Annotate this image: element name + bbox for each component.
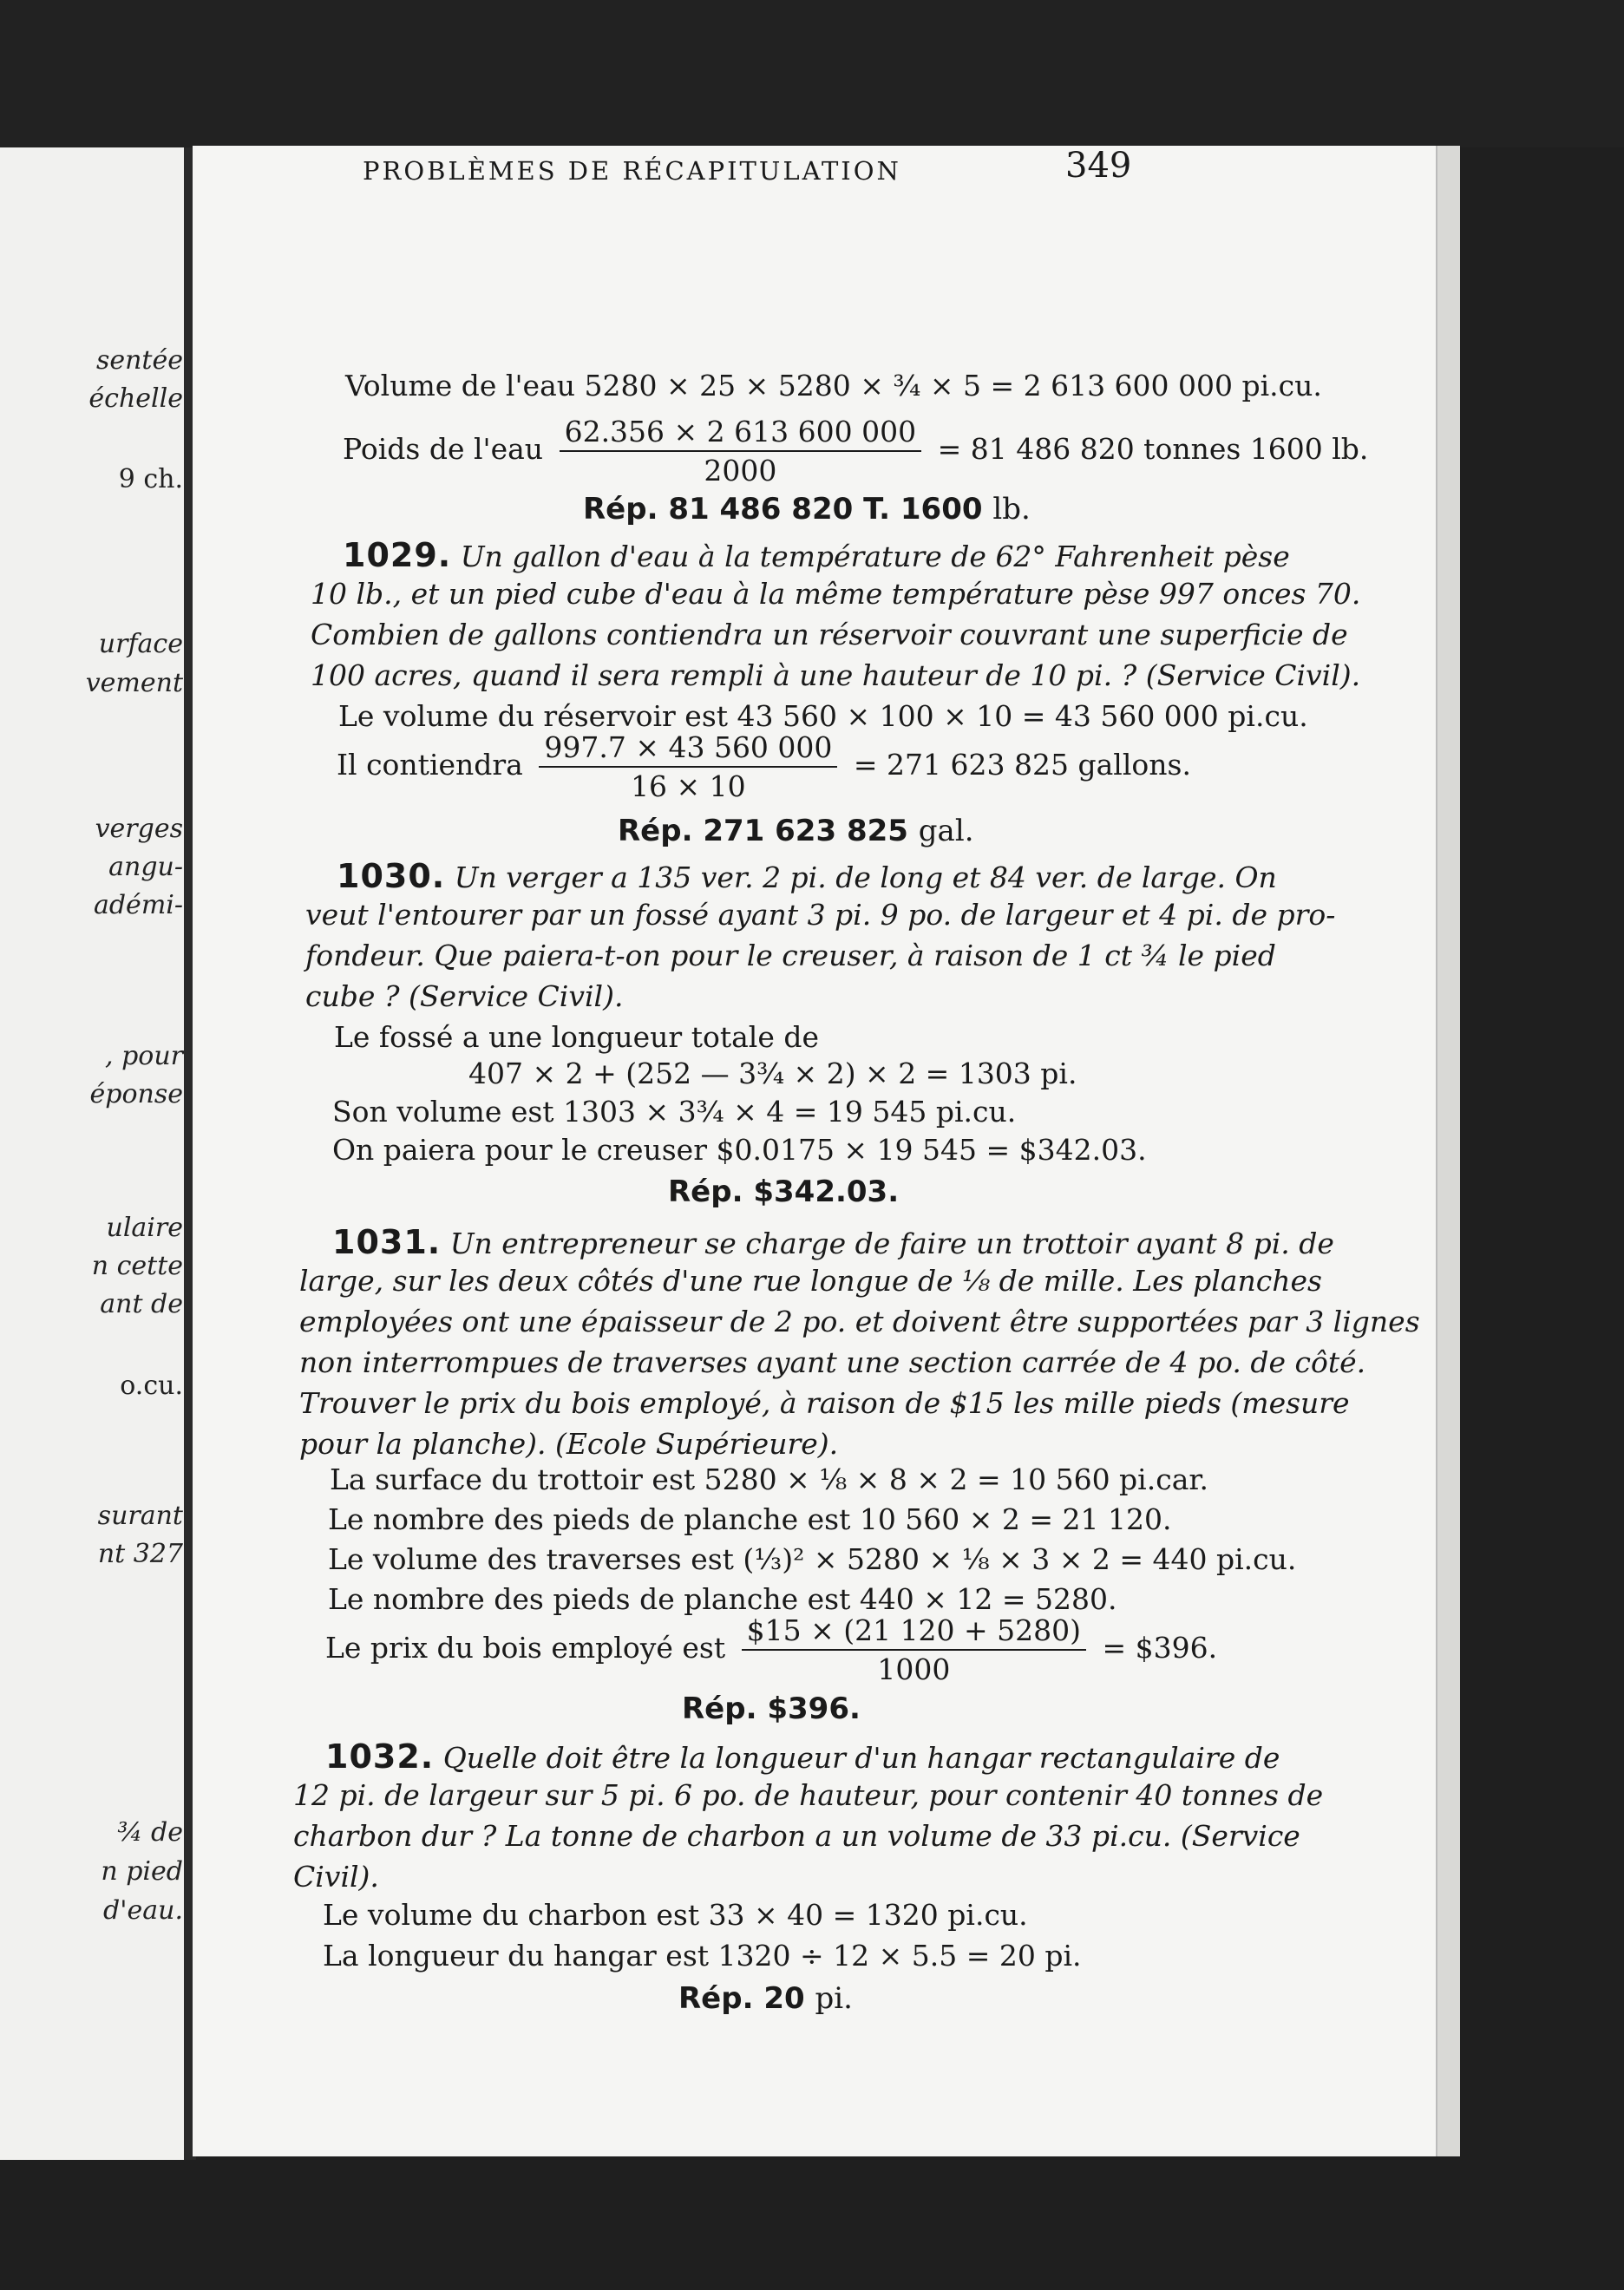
problem-1030-line-2: veut l'entourer par un fossé ayant 3 pi. 9 po. de largeur et 4 pi. de pro- xyxy=(305,898,1336,932)
answer-label: Rép. xyxy=(668,1174,743,1209)
left-fragment: 9 ch. xyxy=(118,464,183,494)
page-number: 349 xyxy=(1065,146,1132,186)
left-fragment: sentée xyxy=(95,345,183,376)
solution-1031-line-5 xyxy=(325,1613,1217,1686)
solution-1030-line-3: Son volume est 1303 × 3¾ × 4 = 19 545 pi.cu. xyxy=(332,1095,1017,1129)
solution-1031-line-3: Le volume des traverses est (⅓)² × 5280 × ⅛ × 3 × 2 = 440 pi.cu. xyxy=(328,1542,1297,1576)
problem-1030-line-4: cube ? (Service Civil). xyxy=(305,979,624,1013)
left-fragment: ulaire xyxy=(106,1213,183,1243)
scan-background-top xyxy=(0,0,1624,147)
left-fragment: éponse xyxy=(89,1079,183,1109)
fraction-denominator: 1000 xyxy=(877,1652,951,1686)
problem-number: 1032. xyxy=(325,1737,435,1776)
fraction-numerator: $15 × (21 120 + 5280) xyxy=(742,1613,1086,1651)
fraction-denominator: 16 × 10 xyxy=(631,769,746,803)
problem-1029-line-4: 100 acres, quand il sera rempli à une hauteur de 10 pi. ? (Service Civil). xyxy=(311,658,1361,692)
answer-suffix: lb. xyxy=(992,492,1031,527)
problem-1031-line-6: pour la planche). (Ecole Supérieure). xyxy=(299,1427,839,1461)
left-page-fragment xyxy=(0,147,187,2160)
answer-suffix: pi. xyxy=(815,1981,853,2016)
problem-1032-line-3: charbon dur ? La tonne de charbon a un volume de 33 pi.cu. (Service xyxy=(293,1819,1300,1853)
answer-label: Rép. xyxy=(682,1691,757,1726)
question-text: Un verger a 135 ver. 2 pi. de long et 84 ver. de large. On xyxy=(454,860,1277,894)
running-header xyxy=(363,146,1438,186)
problem-1029-line-3: Combien de gallons contiendra un réservoir couvrant une superficie de xyxy=(311,618,1348,651)
problem-1031-line-4: non interrompues de traverses ayant une section carrée de 4 po. de côté. xyxy=(299,1345,1366,1379)
left-fragment: n pied xyxy=(101,1856,183,1887)
answer-label: Rép. xyxy=(678,1981,754,2016)
left-fragment: nt 327 xyxy=(97,1539,183,1569)
problem-number: 1030. xyxy=(337,857,446,895)
solution-label: Le prix du bois employé est xyxy=(325,1631,726,1665)
answer-suffix: gal. xyxy=(918,814,974,848)
answer-value: 20 xyxy=(763,1981,805,2016)
left-fragment: d'eau. xyxy=(103,1895,183,1926)
solution-1032-line-2: La longueur du hangar est 1320 ÷ 12 × 5.5 = 20 pi. xyxy=(323,1939,1082,1973)
problem-1032-line-1 xyxy=(325,1737,1280,1776)
problem-1029-line-2: 10 lb., et un pied cube d'eau à la même température pèse 997 onces 70. xyxy=(311,577,1361,611)
problem-1030-line-3: fondeur. Que paiera-t-on pour le creuser, à raison de 1 ct ¾ le pied xyxy=(305,939,1276,972)
poids-denominator: 2000 xyxy=(704,454,777,487)
poids-fraction xyxy=(560,415,922,487)
problem-1031-line-3: employées ont une épaisseur de 2 po. et doivent être supportées par 3 lignes xyxy=(299,1305,1420,1338)
solution-1031-line-4: Le nombre des pieds de planche est 440 × 12 = 5280. xyxy=(328,1582,1117,1616)
left-fragment: n cette xyxy=(91,1251,183,1281)
left-fragment: o.cu. xyxy=(120,1371,183,1401)
solution-fraction xyxy=(539,730,837,803)
problem-1032-line-2: 12 pi. de largeur sur 5 pi. 6 po. de hauteur, pour contenir 40 tonnes de xyxy=(293,1778,1324,1812)
answer-1031 xyxy=(682,1691,861,1726)
answer-1030 xyxy=(668,1174,899,1209)
problem-1031-line-5: Trouver le prix du bois employé, à raison de $15 les mille pieds (mesure xyxy=(299,1386,1350,1420)
left-fragment: surant xyxy=(97,1501,183,1531)
solution-result: = 271 623 825 gallons. xyxy=(853,748,1191,782)
question-text: Quelle doit être la longueur d'un hangar rectangulaire de xyxy=(442,1741,1280,1775)
answer-1032 xyxy=(678,1981,853,2016)
solution-1030-line-2: 407 × 2 + (252 — 3¾ × 2) × 2 = 1303 pi. xyxy=(468,1057,1077,1090)
solution-label: Il contiendra xyxy=(337,748,523,782)
solution-result: = $396. xyxy=(1102,1631,1218,1665)
answer-top xyxy=(583,492,1031,527)
problem-1032-line-4: Civil). xyxy=(293,1860,379,1894)
left-fragment: , pour xyxy=(105,1041,183,1071)
left-fragment: adémi- xyxy=(93,890,183,920)
problem-number: 1031. xyxy=(332,1223,442,1261)
left-fragment: urface xyxy=(98,629,183,659)
problem-1031-line-2: large, sur les deux côtés d'une rue longue de ⅛ de mille. Les planches xyxy=(299,1264,1322,1298)
poids-line xyxy=(343,415,1368,487)
problem-1031-line-1 xyxy=(332,1223,1334,1261)
left-fragment: angu- xyxy=(108,852,183,882)
problem-1030-line-1 xyxy=(337,857,1277,895)
left-fragment: verges xyxy=(95,814,183,844)
solution-1030-line-1: Le fossé a une longueur totale de xyxy=(334,1020,819,1054)
answer-1029 xyxy=(618,814,974,848)
problem-number: 1029. xyxy=(343,536,452,574)
solution-fraction xyxy=(742,1613,1086,1686)
left-fragment: échelle xyxy=(88,383,183,414)
poids-label: Poids de l'eau xyxy=(343,432,544,466)
answer-value: 271 623 825 xyxy=(703,814,908,848)
solution-1029-line-2 xyxy=(337,730,1191,803)
left-fragment: ¾ de xyxy=(117,1817,183,1848)
left-fragment: ant de xyxy=(100,1289,183,1319)
page-edge xyxy=(1436,146,1460,2156)
solution-1031-line-1: La surface du trottoir est 5280 × ⅛ × 8 × 2 = 10 560 pi.car. xyxy=(330,1462,1209,1496)
problem-1029-line-1 xyxy=(343,536,1290,574)
answer-value: 81 486 820 T. 1600 xyxy=(668,492,983,527)
question-text: Un entrepreneur se charge de faire un trottoir ayant 8 pi. de xyxy=(449,1227,1334,1260)
question-text: Un gallon d'eau à la température de 62° Fahrenheit pèse xyxy=(460,540,1290,573)
poids-result: = 81 486 820 tonnes 1600 lb. xyxy=(937,432,1369,466)
solution-1031-line-2: Le nombre des pieds de planche est 10 560 × 2 = 21 120. xyxy=(328,1502,1172,1536)
volume-line: Volume de l'eau 5280 × 25 × 5280 × ¾ × 5 = 2 613 600 000 pi.cu. xyxy=(345,369,1322,402)
answer-value: $342.03. xyxy=(753,1174,900,1209)
solution-1030-line-4: On paiera pour le creuser $0.0175 × 19 545 = $342.03. xyxy=(332,1133,1147,1167)
solution-1032-line-1: Le volume du charbon est 33 × 40 = 1320 pi.cu. xyxy=(323,1898,1028,1932)
fraction-numerator: 997.7 × 43 560 000 xyxy=(539,730,837,768)
answer-label: Rép. xyxy=(583,492,658,527)
poids-numerator: 62.356 × 2 613 600 000 xyxy=(560,415,922,452)
left-fragment: vement xyxy=(85,668,183,698)
answer-label: Rép. xyxy=(618,814,693,848)
answer-value: $396. xyxy=(767,1691,861,1726)
running-title: PROBLÈMES DE RÉCAPITULATION xyxy=(363,156,901,186)
solution-1029-line-1: Le volume du réservoir est 43 560 × 100 × 10 = 43 560 000 pi.cu. xyxy=(338,699,1308,733)
